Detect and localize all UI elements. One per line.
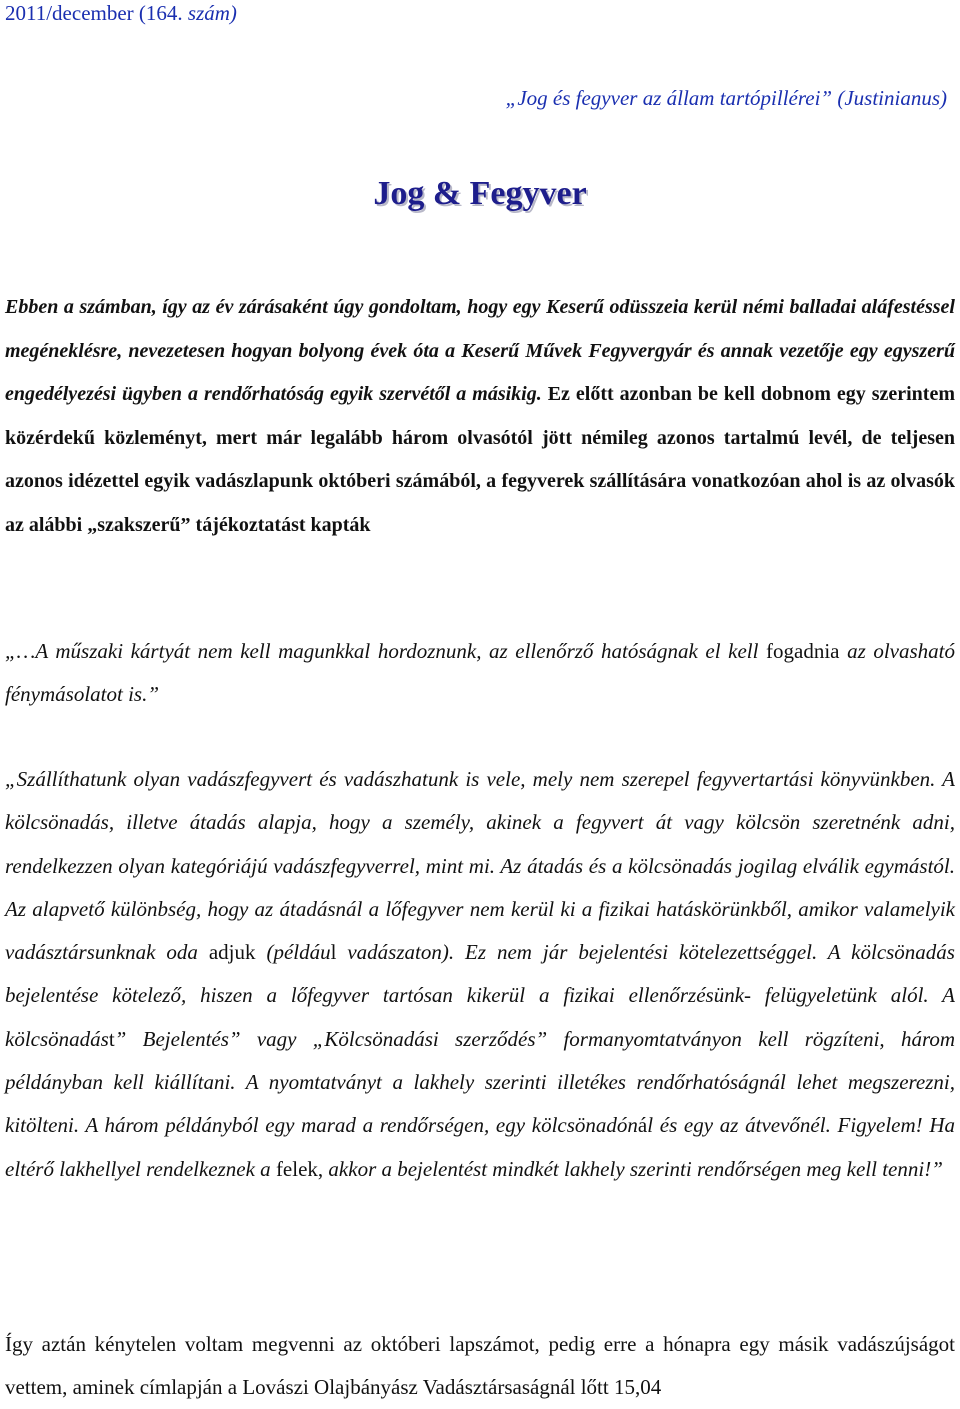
quote-lending-s9: l és egy az átvevőnél. Figyelem! Ha eltérő lakhellyel rendelkeznek a [5, 1113, 955, 1181]
issue-label: 2011/december (164. [5, 1, 188, 25]
closing-paragraph: Így aztán kénytelen voltam megvenni az októberi lapszámot, pedig erre a hónapra egy másik vadászújságot vettem, aminek címlapján a Lovászi Olajbányász Vadásztársaságnál lőtt 15,04 [5, 1332, 955, 1399]
intro-paragraph [5, 286, 955, 548]
quote-technical-part2: fogadnia [766, 639, 840, 663]
quote-technical-card [5, 630, 955, 716]
quote-lending-s8: á [637, 1113, 648, 1138]
quote-lending-s10: felek, [275, 1156, 324, 1181]
issue-label-italic: szám) [187, 1, 237, 25]
quote-technical-part1: „…A műszaki kártyát nem kell magunkkal hordoznunk, az ellenőrző hatóságnak el kell [5, 639, 767, 663]
quote-lending-s7: ” Bejelentés” vagy „Kölcsönadási szerződés” formanyomtatványon kell rögzíteni, három példányban kell kiállítani. A nyomtatványt a lakhely szerinti illetékes rendőrhatóságnál lehet megszerezni, kitölteni. A három példányból egy marad a rendőrségen, egy kölcsönadón [5, 1026, 955, 1138]
quote-lending-s3: (példáu [255, 940, 331, 965]
quote-lending-s4: l [330, 940, 337, 965]
quote-lending-rules [5, 758, 955, 1191]
quote-technical-part3: az olvasható fénymásolatot is.” [5, 639, 955, 706]
quote-lending-s11: akkor a bejelentést mindkét lakhely szerinti rendőrségen meg kell tenni!” [323, 1156, 943, 1181]
quote-lending-s6: t [108, 1026, 115, 1051]
intro-italic-part: Ebben a számban, így az év zárásaként úgy gondoltam, hogy egy Keserű odüsszeia kerül némi balladai aláfestéssel megéneklésre, nevezetesen hogyan bolyong évek óta a Keserű Művek Fegyvergyár és annak vezetője egy egyszerű engedélyezési ügyben a rendőrhatóság egyik szervétől a másikig. [5, 296, 955, 406]
quote-lending-s5: vadászaton). Ez nem jár bejelentési kötelezettséggel. A kölcsönadás bejelentése kötelező, hiszen a lőfegyver tartósan kikerül a fizikai ellenőrzésünk- felügyeletünk alól. A kölcsönadás [5, 940, 955, 1051]
quote-lending-s1: „Szállíthatunk olyan vadászfegyvert és vadászhatunk is vele, mely nem szerepel fegyvertartási könyvünkben. A kölcsönadás, illetve átadás alapja, hogy a személy, akinek a fegyvert át vagy kölcsön szeretnénk adni, rendelkezzen olyan kategóriájú vadászfegyverrel, mint mi. Az átadás és a kölcsönadás jogilag elválik egymástól. Az alapvető különbség, hogy az átadásnál a lőfegyver nem kerül ki a fizikai hatáskörünkből, amikor valamelyik vadásztársunknak oda [5, 767, 955, 965]
quote-lending-s2: adjuk [208, 940, 256, 965]
intro-plain-part: Ez előtt azonban be kell dobnom egy szerintem közérdekű közleményt, mert már legalább három olvasótól jött némileg azonos tartalmú levél, de teljesen azonos idézettel egyik vadászlapunk októberi számából, a fegyverek szállítására vonatkozóan ahol is az olvasók az alábbi „szakszerű” tájékoztatást kapták [5, 383, 956, 536]
article-title: Jog & Fegyver [373, 175, 587, 212]
motto-quote: „Jog és fegyver az állam tartópillérei” (Justinianus) [505, 86, 947, 110]
issue-header [5, 0, 237, 26]
